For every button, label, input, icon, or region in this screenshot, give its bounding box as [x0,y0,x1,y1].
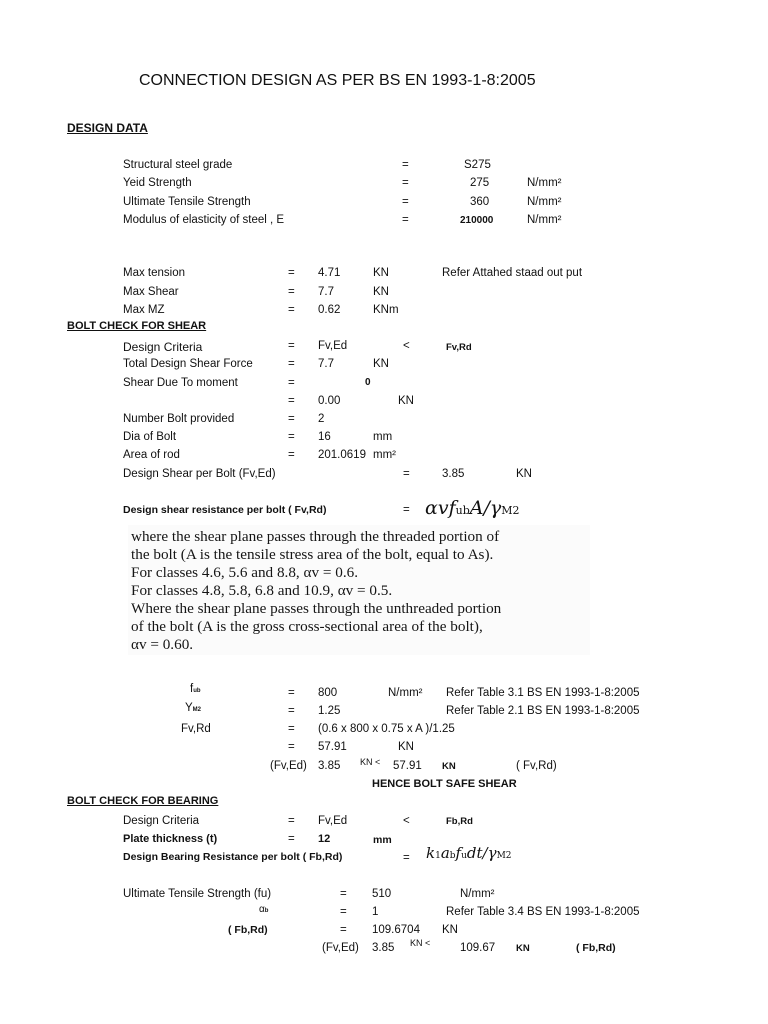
bearing-resistance-formula [426,846,512,861]
bearing-resistance-label: Design Bearing Resistance per bolt ( Fb,Rd) [123,851,343,863]
total-shear-unit: KN [373,358,389,370]
criteria-op: < [403,340,410,352]
bearing-compare-operator: KN < [410,938,431,948]
shear-resistance-formula [425,499,520,518]
row-eq: = [402,177,409,189]
excerpt-line: αv = 0.60. [131,636,194,653]
rod-area-label: Area of rod [123,449,180,461]
excerpt-line: where the shear plane passes through the threaded portion of [131,528,500,545]
eq-sign: = [288,340,295,352]
load-label: Max Shear [123,286,179,298]
formula-part: αvf [425,497,456,519]
excerpt-line: Where the shear plane passes through the unthreaded portion [131,600,502,617]
fub-unit: N/mm² [388,687,423,699]
fu-unit: N/mm² [460,888,495,900]
alpha-subscript: b [264,908,269,914]
alpha-letter: α [259,904,265,915]
row-eq: = [402,159,409,171]
eq-sign: = [288,741,295,753]
eq-sign: = [288,687,295,699]
plate-thickness-value: 12 [318,833,331,845]
moment-shear-value: 0 [365,377,371,388]
alpha-b-note: Refer Table 3.4 BS EN 1993-1-8:2005 [446,906,640,918]
fub-symbol-letter: f [190,683,194,695]
eq-sign: = [288,723,295,735]
fub-value: 800 [318,687,338,699]
row-unit: N/mm² [527,177,562,189]
excerpt-line: of the bolt (A is the gross cross-sectional area of the bolt), [131,618,483,635]
bearing-compare-label: ( Fb,Rd) [576,942,616,954]
fvrd-value: 57.91 [318,741,347,753]
row-value: S275 [464,159,491,171]
eq-sign: = [288,815,295,827]
formula-sub: b [449,851,456,861]
fbrd-unit: KN [442,924,458,936]
bearing-compare-right: 109.67 [460,942,496,954]
excerpt-line: the bolt (A is the tensile stress area of the bolt, equal to As). [131,546,494,563]
eq-sign: = [288,833,295,845]
gamma-letter: Y [185,702,193,714]
fub-note: Refer Table 3.1 BS EN 1993-1-8:2005 [446,687,640,699]
eq-sign: = [403,468,410,480]
total-shear-value: 7.7 [318,358,334,370]
eq-sign: = [288,705,295,717]
fu-label: Ultimate Tensile Strength (fu) [123,888,272,900]
gamma-m2-value: 1.25 [318,705,341,717]
eq-sign: = [288,395,295,407]
compare-right: 57.91 [393,760,422,772]
eq-sign: = [288,358,295,370]
criteria-left: Fv,Ed [318,340,348,352]
rod-area-value: 201.0619 [318,449,366,461]
bolt-dia-unit: mm [373,431,393,443]
load-label: Max tension [123,267,186,279]
load-value: 0.62 [318,304,341,316]
bearing-criteria-label: Design Criteria [123,815,200,827]
row-eq: = [402,196,409,208]
row-unit: N/mm² [527,214,562,226]
total-shear-label: Total Design Shear Force [123,358,253,370]
load-value: 7.7 [318,286,334,298]
page-title: CONNECTION DESIGN AS PER BS EN 1993-1-8:2005 [139,72,536,89]
shear-resistance-label: Design shear resistance per bolt ( Fv,Rd) [123,504,327,516]
row-unit: N/mm² [527,196,562,208]
load-eq: = [288,286,295,298]
bolt-dia-value: 16 [318,431,331,443]
alpha-b-value: 1 [372,906,379,918]
row-eq: = [402,214,409,226]
formula-part: a [440,844,450,862]
fub-subscript: ub [193,688,201,694]
fub-symbol [190,684,201,696]
formula-part: A/γ [469,497,502,519]
formula-part: k [426,844,436,862]
shear-check-heading: BOLT CHECK FOR SHEAR [67,320,207,332]
criteria-right: Fv,Rd [446,342,472,353]
excerpt-line: For classes 4.8, 5.8, 6.8 and 10.9, αv = 0.5. [131,582,393,599]
shear-per-bolt-label: Design Shear per Bolt (Fv,Ed) [123,468,276,480]
formula-part: dt/γ [466,844,497,862]
bearing-criteria-op: < [403,815,410,827]
moment-shear-result: 0.00 [318,395,341,407]
row-value: 275 [470,177,490,189]
row-label: Yeid Strength [123,177,192,189]
bolt-count-value: 2 [318,413,325,425]
moment-shear-unit: KN [398,395,414,407]
compare-unit: KN [442,761,456,772]
formula-sub: M2 [501,504,520,517]
bearing-criteria-right: Fb,Rd [446,816,473,827]
bolt-count-label: Number Bolt provided [123,413,235,425]
load-note: Refer Attahed staad out put [442,267,583,279]
gamma-m2-symbol [185,703,201,715]
row-label: Modulus of elasticity of steel , E [123,214,285,226]
fvrd-label: Fv,Rd [181,723,211,735]
load-label: Max MZ [123,304,165,316]
rod-area-unit: mm² [373,449,396,461]
fu-value: 510 [372,888,392,900]
fbrd-value: 109.6704 [372,924,420,936]
bearing-compare-left: (Fv,Ed) [322,942,359,954]
eq-sign: = [288,431,295,443]
code-excerpt-image [128,525,590,655]
load-eq: = [288,304,295,316]
gamma-subscript: M2 [192,707,202,713]
excerpt-line: For classes 4.6, 5.6 and 8.8, αv = 0.6. [131,564,359,581]
formula-sub: ub [455,504,470,517]
fvrd-unit: KN [398,741,414,753]
row-label: Structural steel grade [123,159,233,171]
row-value: 360 [470,196,490,208]
shear-per-bolt-unit: KN [516,468,532,480]
fvrd-expression: (0.6 x 800 x 0.75 x A )/1.25 [318,723,455,735]
compare-label: ( Fv,Rd) [516,760,557,772]
formula-sub: 1 [435,851,441,861]
eq-sign: = [340,906,347,918]
plate-thickness-unit: mm [373,834,392,846]
eq-sign: = [403,504,410,516]
design-data-heading: DESIGN DATA [67,121,148,135]
bearing-check-heading: BOLT CHECK FOR BEARING [67,795,219,807]
compare-value: 3.85 [318,760,341,772]
load-eq: = [288,267,295,279]
row-label: Ultimate Tensile Strength [123,196,251,208]
eq-sign: = [340,888,347,900]
shear-result: HENCE BOLT SAFE SHEAR [372,778,517,790]
eq-sign: = [340,924,347,936]
compare-operator: KN < [360,757,381,767]
load-unit: KNm [373,304,399,316]
gamma-m2-note: Refer Table 2.1 BS EN 1993-1-8:2005 [446,705,640,717]
eq-sign: = [403,852,410,864]
formula-sub: M2 [496,851,512,861]
bolt-dia-label: Dia of Bolt [123,431,177,443]
fbrd-label: ( Fb,Rd) [228,924,268,936]
moment-shear-label: Shear Due To moment [123,377,238,389]
eq-sign: = [288,449,295,461]
plate-thickness-label: Plate thickness (t) [123,833,218,845]
bearing-compare-value: 3.85 [372,942,395,954]
bearing-compare-unit: KN [516,943,530,954]
shear-per-bolt-value: 3.85 [442,468,465,480]
load-value: 4.71 [318,267,341,279]
eq-sign: = [288,413,295,425]
eq-sign: = [288,377,295,389]
bearing-criteria-left: Fv,Ed [318,815,348,827]
compare-left: (Fv,Ed) [270,760,307,772]
alpha-b-symbol [259,905,268,915]
criteria-label: Design Criteria [123,340,203,354]
formula-part: f [455,844,462,862]
formula-sub: u [461,851,467,861]
row-value: 210000 [460,215,494,226]
load-unit: KN [373,286,389,298]
load-unit: KN [373,267,389,279]
